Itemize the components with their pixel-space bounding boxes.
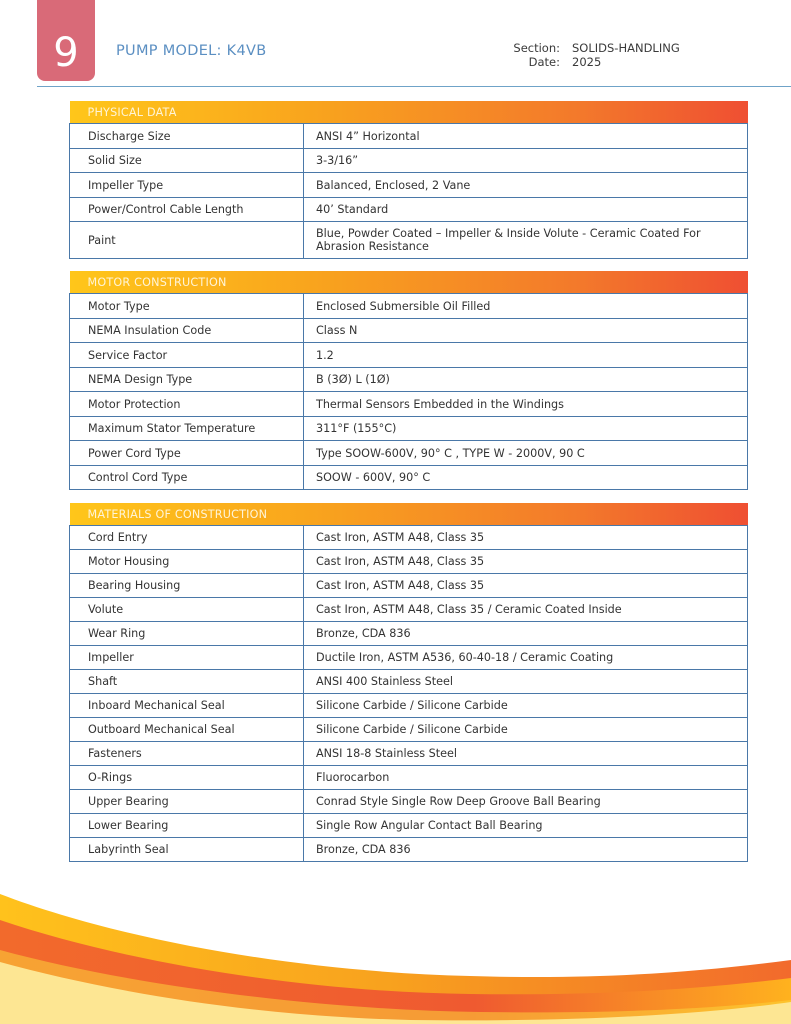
row-label: O-Rings [70,766,304,790]
row-label: Motor Housing [70,550,304,574]
motor-construction-table [69,271,748,490]
page-number-tab [37,0,95,81]
meta-values [572,41,680,69]
row-label: Bearing Housing [70,574,304,598]
table-row [70,124,748,149]
table-row [70,598,748,622]
row-value: Ductile Iron, ASTM A536, 60-40-18 / Ceramic Coating [304,646,748,670]
table-row [70,838,748,862]
pump-model-title: PUMP MODEL: K4VB [116,43,267,59]
row-label: Cord Entry [70,526,304,550]
row-label: Fasteners [70,742,304,766]
table-row [70,766,748,790]
table-row [70,173,748,198]
row-label: Maximum Stator Temperature [70,417,304,441]
section-header-row [70,503,748,526]
row-value: Balanced, Enclosed, 2 Vane [304,173,748,198]
row-label: NEMA Insulation Code [70,319,304,343]
physical-data-table [69,101,748,259]
footer-wave-graphic [0,880,791,1024]
row-value: Blue, Powder Coated – Impeller & Inside Volute - Ceramic Coated For Abrasion Resistance [304,222,748,259]
row-label: Power/Control Cable Length [70,198,304,222]
row-label: Motor Protection [70,392,304,417]
section-value: SOLIDS-HANDLING [572,41,680,55]
row-label: NEMA Design Type [70,368,304,392]
row-value: Type SOOW-600V, 90° C , TYPE W - 2000V, 90 C [304,441,748,466]
table-row [70,718,748,742]
row-value: Cast Iron, ASTM A48, Class 35 [304,574,748,598]
table-row [70,646,748,670]
table-row [70,392,748,417]
row-label: Impeller [70,646,304,670]
table-row [70,222,748,259]
row-label: Discharge Size [70,124,304,149]
row-label: Paint [70,222,304,259]
table-row [70,319,748,343]
row-label: Upper Bearing [70,790,304,814]
table-row [70,368,748,392]
row-value: ANSI 4” Horizontal [304,124,748,149]
table-row [70,694,748,718]
table-row [70,742,748,766]
section-header-row [70,271,748,294]
table-row [70,198,748,222]
motor-construction-header: MOTOR CONSTRUCTION [70,271,748,294]
table-row [70,149,748,173]
row-value: Single Row Angular Contact Ball Bearing [304,814,748,838]
date-label: Date: [528,55,560,69]
row-value: Silicone Carbide / Silicone Carbide [304,718,748,742]
header-divider [37,86,791,87]
table-row [70,417,748,441]
row-value: Cast Iron, ASTM A48, Class 35 [304,550,748,574]
row-value: Cast Iron, ASTM A48, Class 35 / Ceramic Coated Inside [304,598,748,622]
table-row [70,550,748,574]
row-label: Labyrinth Seal [70,838,304,862]
row-value: Bronze, CDA 836 [304,622,748,646]
table-row [70,466,748,490]
row-label: Shaft [70,670,304,694]
row-label: Inboard Mechanical Seal [70,694,304,718]
row-value: 3-3/16” [304,149,748,173]
row-label: Wear Ring [70,622,304,646]
row-value: ANSI 18-8 Stainless Steel [304,742,748,766]
row-label: Outboard Mechanical Seal [70,718,304,742]
table-row [70,670,748,694]
table-row [70,343,748,368]
row-value: Bronze, CDA 836 [304,838,748,862]
row-label: Volute [70,598,304,622]
row-label: Power Cord Type [70,441,304,466]
table-row [70,526,748,550]
row-label: Service Factor [70,343,304,368]
row-value: Enclosed Submersible Oil Filled [304,294,748,319]
section-label: Section: [513,41,560,55]
row-value: B (3Ø) L (1Ø) [304,368,748,392]
row-value: SOOW - 600V, 90° C [304,466,748,490]
table-row [70,622,748,646]
meta-labels [470,41,560,69]
row-label: Control Cord Type [70,466,304,490]
row-value: Conrad Style Single Row Deep Groove Ball Bearing [304,790,748,814]
table-row [70,574,748,598]
date-value: 2025 [572,55,602,69]
table-row [70,790,748,814]
row-label: Solid Size [70,149,304,173]
physical-data-header: PHYSICAL DATA [70,101,748,124]
row-value: Thermal Sensors Embedded in the Windings [304,392,748,417]
row-value: Class N [304,319,748,343]
row-value: Cast Iron, ASTM A48, Class 35 [304,526,748,550]
row-label: Impeller Type [70,173,304,198]
page-number: 9 [53,30,79,76]
materials-of-construction-table [69,503,748,862]
table-row [70,441,748,466]
row-label: Motor Type [70,294,304,319]
materials-of-construction-header: MATERIALS OF CONSTRUCTION [70,503,748,526]
row-value: Silicone Carbide / Silicone Carbide [304,694,748,718]
section-header-row [70,101,748,124]
table-row [70,294,748,319]
row-value: Fluorocarbon [304,766,748,790]
row-value: 311°F (155°C) [304,417,748,441]
row-value: ANSI 400 Stainless Steel [304,670,748,694]
table-row [70,814,748,838]
row-value: 1.2 [304,343,748,368]
row-value: 40’ Standard [304,198,748,222]
row-label: Lower Bearing [70,814,304,838]
